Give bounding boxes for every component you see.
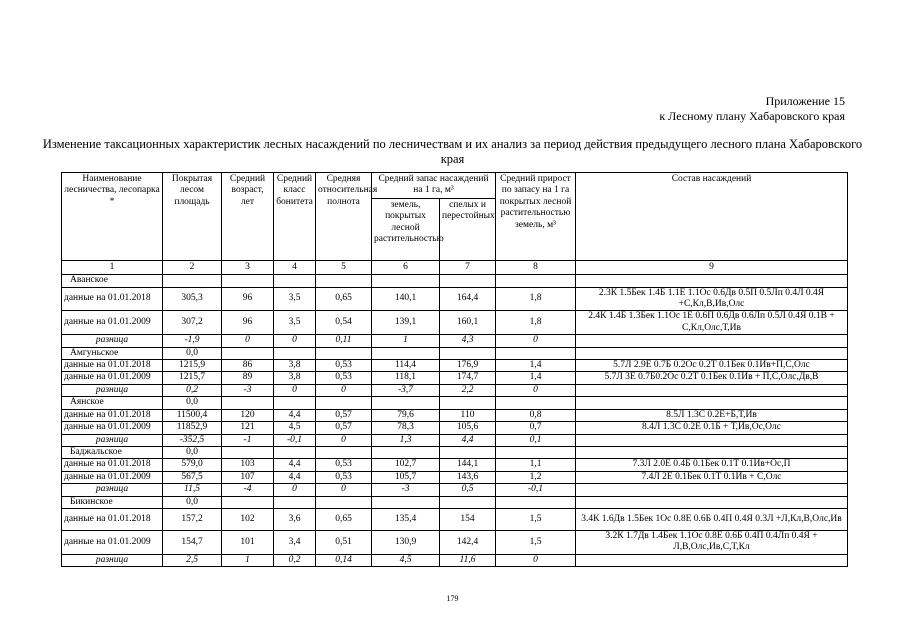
composition-cell: 2.3К 1.5Бек 1.4Б 1.1Е 1.1Ос 0.6Дв 0.5П 0.5Лп 0.4Л 0.4Я +С,Кл,В,Ив,Олс [576,287,848,311]
growth-cell: 1,5 [496,530,576,554]
empty-cell [372,496,440,508]
age-cell: 1 [222,554,274,566]
area-cell: 567,5 [163,471,222,483]
column-number: 6 [372,260,440,274]
data-row [62,311,848,335]
ripe-stock-cell: 154 [440,508,496,530]
row-label: разница [62,384,163,396]
column-number: 1 [62,260,163,274]
empty-cell [222,496,274,508]
area-cell: -1,9 [163,335,222,347]
area-cell: 0,2 [163,384,222,396]
composition-cell: 3.2К 1.7Дв 1.4Бек 1.1Ос 0.8Е 0.6Б 0.4П 0.4Лп 0.4Я + Л,В,Олс,Ив,С,Т,Кл [576,530,848,554]
area-cell: -352,5 [163,434,222,446]
forestry-name: Бикинское [62,496,163,508]
row-label: разница [62,484,163,496]
ripe-stock-cell: 160,1 [440,311,496,335]
area-cell: 11,5 [163,484,222,496]
stock-cell: 78,3 [372,422,440,434]
ripe-stock-cell: 144,1 [440,459,496,471]
appendix-reference: к Лесному плану Хабаровского края [659,109,845,123]
difference-row [62,384,848,396]
growth-cell: 1,2 [496,471,576,483]
section-value: 0,0 [163,397,222,409]
bonitet-cell: 3,6 [274,508,316,530]
empty-cell [496,496,576,508]
ripe-stock-cell: 110 [440,409,496,421]
empty-cell [440,446,496,458]
stock-cell: 102,7 [372,459,440,471]
forestry-name: Амгуньское [62,347,163,359]
header-relative-density: Средняя относительная полнота [316,173,372,261]
bonitet-cell: 3,8 [274,372,316,384]
column-number: 4 [274,260,316,274]
section-row [62,446,848,458]
ripe-stock-cell: 164,4 [440,287,496,311]
row-label: данные на 01.01.2009 [62,530,163,554]
stock-cell: 130,9 [372,530,440,554]
area-cell: 157,2 [163,508,222,530]
bonitet-cell: 4,4 [274,409,316,421]
row-label: разница [62,554,163,566]
header-stock-group: Средний запас насаждений на 1 га, м³ [372,173,496,199]
growth-cell: 1,8 [496,287,576,311]
empty-cell [274,347,316,359]
section-value [163,275,222,287]
ripe-stock-cell: 2,2 [440,384,496,396]
area-cell: 579,0 [163,459,222,471]
row-label: данные на 01.01.2018 [62,459,163,471]
stock-cell: 114,4 [372,360,440,372]
growth-cell: 0 [496,335,576,347]
section-row [62,347,848,359]
growth-cell: 1,8 [496,311,576,335]
forestry-name: Баджальское [62,446,163,458]
growth-cell: 0,7 [496,422,576,434]
empty-cell [372,446,440,458]
bonitet-cell: 0,2 [274,554,316,566]
column-number: 7 [440,260,496,274]
density-cell: 0 [316,384,372,396]
bonitet-cell: 3,4 [274,530,316,554]
ripe-stock-cell: 11,6 [440,554,496,566]
table-body [62,275,848,567]
growth-cell: 1,4 [496,360,576,372]
forestry-name: Аванское [62,275,163,287]
empty-cell [496,397,576,409]
data-row [62,287,848,311]
density-cell: 0,65 [316,287,372,311]
empty-cell [274,496,316,508]
column-number: 3 [222,260,274,274]
ripe-stock-cell: 4,4 [440,434,496,446]
density-cell: 0,53 [316,360,372,372]
growth-cell: -0,1 [496,484,576,496]
bonitet-cell: 0 [274,484,316,496]
composition-cell: 7.3Л 2.0Е 0.4Б 0.1Бек 0.1Т 0.1Ив+Ос,П [576,459,848,471]
data-row [62,422,848,434]
bonitet-cell: 4,4 [274,459,316,471]
stock-cell: 1 [372,335,440,347]
section-row [62,496,848,508]
composition-cell [576,484,848,496]
bonitet-cell: 3,8 [274,360,316,372]
empty-cell [274,275,316,287]
density-cell: 0,53 [316,471,372,483]
age-cell: 107 [222,471,274,483]
age-cell: 102 [222,508,274,530]
ripe-stock-cell: 142,4 [440,530,496,554]
data-row [62,409,848,421]
age-cell: 96 [222,311,274,335]
composition-cell: 8.4Л 1.3С 0.2Е 0.1Б + Т,Ив,Ос,Олс [576,422,848,434]
stock-cell: -3 [372,484,440,496]
age-cell: 96 [222,287,274,311]
growth-cell: 0 [496,384,576,396]
empty-cell [274,446,316,458]
appendix-number: Приложение 15 [765,94,845,108]
ripe-stock-cell: 143,6 [440,471,496,483]
empty-cell [576,347,848,359]
row-label: данные на 01.01.2018 [62,409,163,421]
density-cell: 0,53 [316,459,372,471]
section-row [62,275,848,287]
stock-cell: -3,7 [372,384,440,396]
data-row [62,360,848,372]
bonitet-cell: 3,5 [274,311,316,335]
empty-cell [222,397,274,409]
growth-cell: 1,4 [496,372,576,384]
age-cell: 0 [222,335,274,347]
empty-cell [576,275,848,287]
empty-cell [372,275,440,287]
density-cell: 0,54 [316,311,372,335]
empty-cell [222,347,274,359]
empty-cell [576,446,848,458]
row-label: данные на 01.01.2018 [62,287,163,311]
section-value: 0,0 [163,446,222,458]
density-cell: 0,57 [316,409,372,421]
bonitet-cell: -0,1 [274,434,316,446]
difference-row [62,484,848,496]
bonitet-cell: 3,5 [274,287,316,311]
composition-cell: 7.4Л 2Е 0.1Бек 0.1Т 0.1Ив + С,Олс [576,471,848,483]
age-cell: 101 [222,530,274,554]
bonitet-cell: 0 [274,335,316,347]
area-cell: 11500,4 [163,409,222,421]
column-number: 9 [576,260,848,274]
composition-cell: 2.4К 1.4Б 1.3Бек 1.1Ос 1Е 0.6П 0.6Дв 0.6Лп 0.5Л 0.4Я 0.1В + С,Кл,Олс,Т,Ив [576,311,848,335]
column-number: 2 [163,260,222,274]
empty-cell [440,347,496,359]
row-label: данные на 01.01.2009 [62,422,163,434]
stock-cell: 105,7 [372,471,440,483]
data-row [62,372,848,384]
age-cell: 121 [222,422,274,434]
data-row [62,530,848,554]
taxation-table [61,172,848,567]
density-cell: 0 [316,484,372,496]
empty-cell [316,446,372,458]
header-covered-area: Покрытая лесом площадь [163,173,222,261]
bonitet-cell: 0 [274,384,316,396]
density-cell: 0,57 [316,422,372,434]
forestry-name: Аянское [62,397,163,409]
section-row [62,397,848,409]
row-label: данные на 01.01.2009 [62,471,163,483]
data-row [62,459,848,471]
ripe-stock-cell: 0,5 [440,484,496,496]
column-number: 8 [496,260,576,274]
appendix-note [659,94,845,124]
row-label: разница [62,335,163,347]
area-cell: 307,2 [163,311,222,335]
area-cell: 2,5 [163,554,222,566]
column-number: 5 [316,260,372,274]
composition-cell [576,434,848,446]
area-cell: 11852,9 [163,422,222,434]
growth-cell: 1,1 [496,459,576,471]
stock-cell: 135,4 [372,508,440,530]
ripe-stock-cell: 176,9 [440,360,496,372]
stock-cell: 4,5 [372,554,440,566]
header-stock-ripe: спелых и перестойных [440,198,496,260]
stock-cell: 140,1 [372,287,440,311]
header-average-growth: Средний прирост по запасу на 1 га покрытых лесной растительностью земель, м³ [496,173,576,261]
empty-cell [496,275,576,287]
bonitet-cell: 4,4 [274,471,316,483]
bonitet-cell: 4,5 [274,422,316,434]
composition-cell [576,554,848,566]
age-cell: -3 [222,384,274,396]
empty-cell [316,275,372,287]
empty-cell [316,397,372,409]
header-bonitet-class: Средний класс бонитета [274,173,316,261]
data-row [62,471,848,483]
empty-cell [316,496,372,508]
row-label: данные на 01.01.2018 [62,508,163,530]
row-label: данные на 01.01.2009 [62,311,163,335]
header-stock-covered: земель, покрытых лесной растительностью [372,198,440,260]
age-cell: -4 [222,484,274,496]
age-cell: 89 [222,372,274,384]
area-cell: 1215,9 [163,360,222,372]
empty-cell [440,275,496,287]
section-value: 0,0 [163,496,222,508]
header-average-age: Средний возраст, лет [222,173,274,261]
stock-cell: 139,1 [372,311,440,335]
empty-cell [576,496,848,508]
composition-cell [576,335,848,347]
empty-cell [222,275,274,287]
difference-row [62,434,848,446]
document-title: Изменение таксационных характеристик лесных насаждений по лесничествам и их анализ за период действия предыдущего лесного плана Хабаровского края [42,137,863,166]
empty-cell [372,347,440,359]
empty-cell [274,397,316,409]
area-cell: 305,3 [163,287,222,311]
empty-cell [372,397,440,409]
composition-cell: 8.5Л 1.3С 0.2Е+Б,Т,Ив [576,409,848,421]
density-cell: 0,14 [316,554,372,566]
row-label: данные на 01.01.2018 [62,360,163,372]
ripe-stock-cell: 4,3 [440,335,496,347]
age-cell: 86 [222,360,274,372]
composition-cell: 5.7Л 3Е 0.7Б0.2Ос 0.2Т 0.1Бек 0.1Ив + П,С,Олс,Дв,В [576,372,848,384]
header-forestry-name: Наименование лесничества, лесопарка * [62,173,163,261]
empty-cell [440,496,496,508]
difference-row [62,335,848,347]
row-label: данные на 01.01.2009 [62,372,163,384]
ripe-stock-cell: 174,7 [440,372,496,384]
empty-cell [496,347,576,359]
growth-cell: 0 [496,554,576,566]
area-cell: 154,7 [163,530,222,554]
growth-cell: 0,1 [496,434,576,446]
stock-cell: 1,3 [372,434,440,446]
growth-cell: 0,8 [496,409,576,421]
data-row [62,508,848,530]
composition-cell: 3.4К 1.6Дв 1.5Бек 1Ос 0.8Е 0.6Б 0.4П 0.4Я 0.3Л +Л,Кл,В,Олс,Ив [576,508,848,530]
empty-cell [316,347,372,359]
empty-cell [496,446,576,458]
density-cell: 0,11 [316,335,372,347]
difference-row [62,554,848,566]
density-cell: 0 [316,434,372,446]
age-cell: 120 [222,409,274,421]
composition-cell: 5.7Л 2.9Е 0.7Б 0.2Ос 0.2Т 0.1Бек 0.1Ив+П,С,Олс [576,360,848,372]
row-label: разница [62,434,163,446]
growth-cell: 1,5 [496,508,576,530]
stock-cell: 79,6 [372,409,440,421]
ripe-stock-cell: 105,6 [440,422,496,434]
header-composition: Состав насаждений [576,173,848,261]
section-value: 0,0 [163,347,222,359]
density-cell: 0,53 [316,372,372,384]
empty-cell [222,446,274,458]
empty-cell [440,397,496,409]
density-cell: 0,51 [316,530,372,554]
page-number: 179 [446,594,459,603]
composition-cell [576,384,848,396]
age-cell: -1 [222,434,274,446]
density-cell: 0,65 [316,508,372,530]
area-cell: 1215,7 [163,372,222,384]
empty-cell [576,397,848,409]
age-cell: 103 [222,459,274,471]
stock-cell: 118,1 [372,372,440,384]
